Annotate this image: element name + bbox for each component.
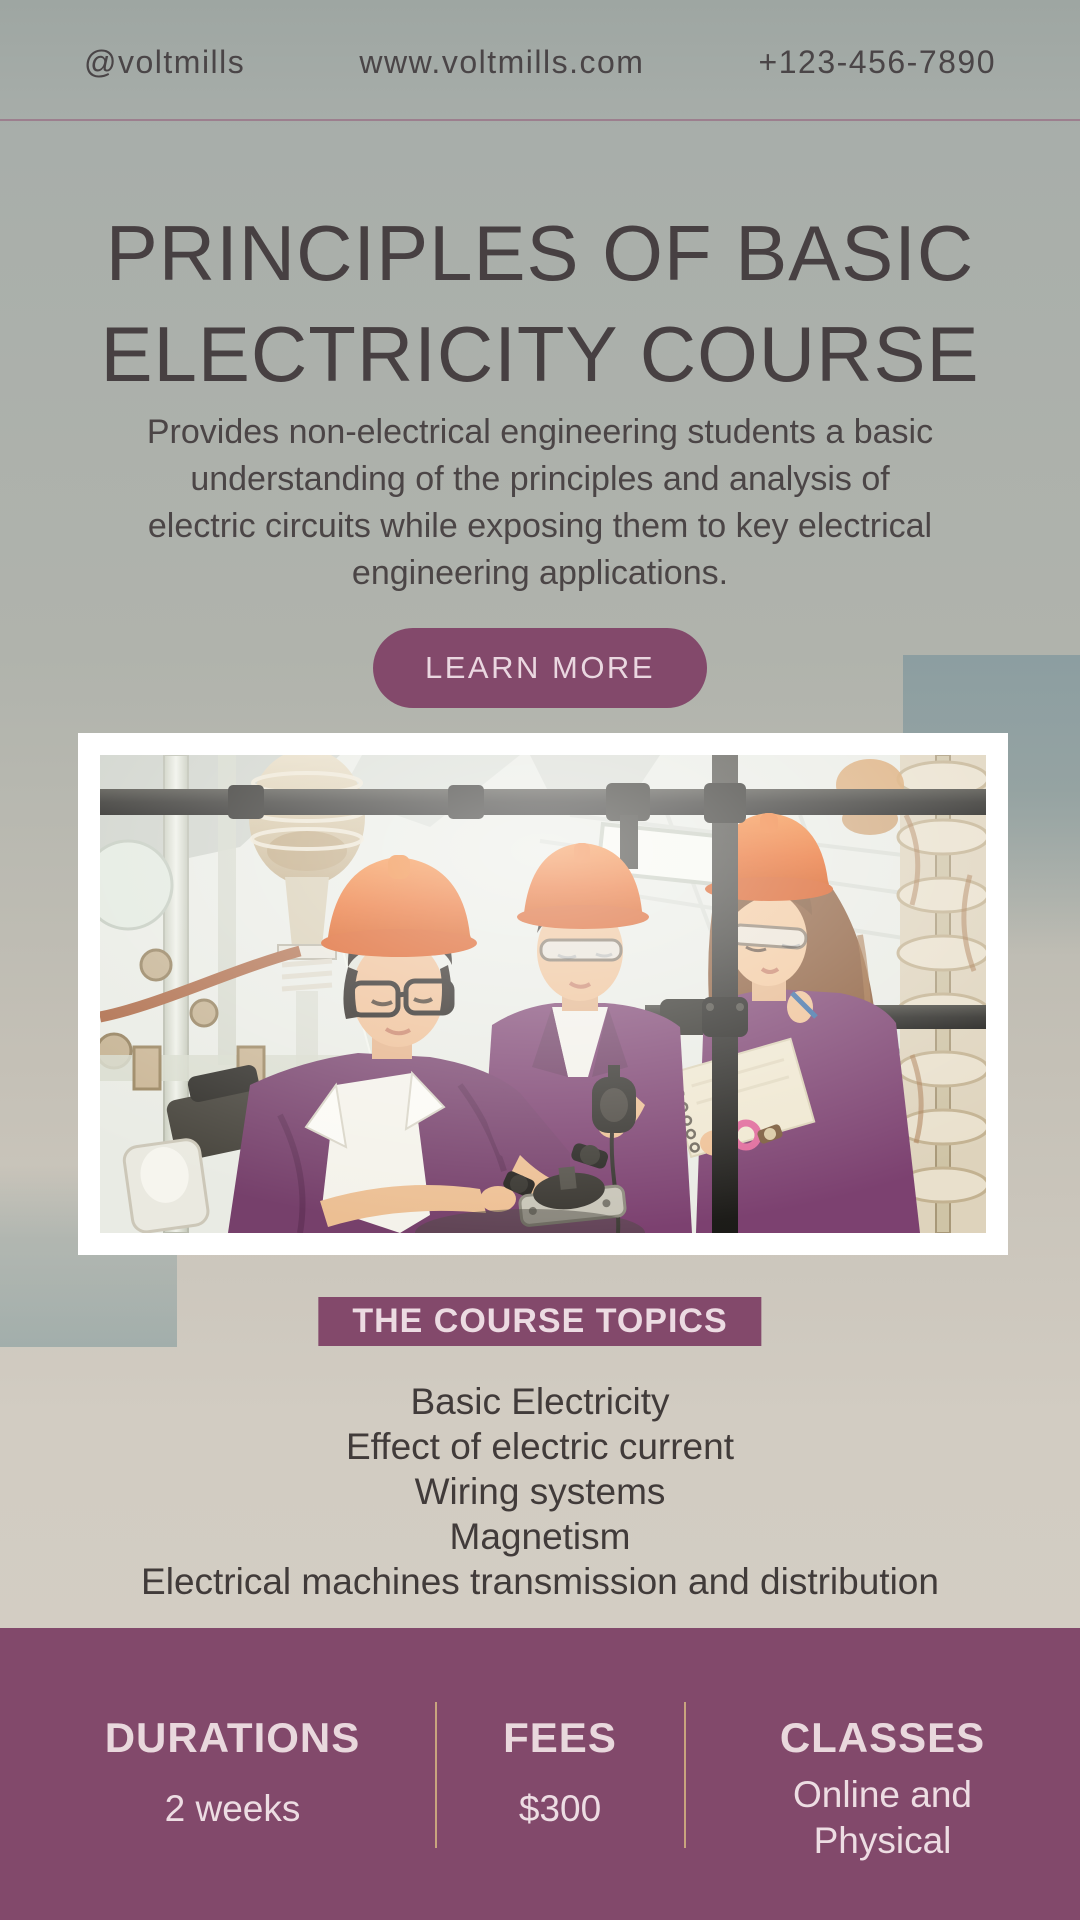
phone-number: +123-456-7890 — [758, 44, 996, 80]
footer-divider-2 — [684, 1702, 686, 1848]
topic-item: Magnetism — [449, 1516, 631, 1557]
footer-divider-1 — [435, 1702, 437, 1848]
fees-label: FEES — [503, 1714, 617, 1761]
durations-label: DURATIONS — [104, 1714, 361, 1761]
title-line-2: ELECTRICITY COURSE — [100, 310, 980, 398]
course-description: Provides non-electrical engineering students a basic understanding of the principles and analysis of electric circuits while exposing them to key electrical engineering applications. — [146, 413, 934, 592]
durations-value: 2 weeks — [164, 1788, 301, 1829]
footer-column-classes — [685, 1628, 1080, 1920]
classes-value: Online and Physical — [793, 1774, 972, 1861]
header-divider — [0, 119, 1080, 121]
learn-more-button[interactable]: LEARN MORE — [373, 628, 707, 708]
topic-item: Basic Electricity — [410, 1381, 670, 1422]
social-handle: @voltmills — [84, 44, 246, 80]
course-photo-illustration — [100, 755, 986, 1233]
photo-frame — [78, 733, 1008, 1255]
topic-item: Electrical machines transmission and distribution — [141, 1561, 939, 1602]
course-topics-badge: THE COURSE TOPICS — [318, 1297, 761, 1346]
light-overlay — [100, 755, 986, 1233]
page-title — [0, 203, 1080, 405]
course-topics-list — [0, 1379, 1080, 1604]
footer-column-durations — [0, 1628, 435, 1920]
contact-bar — [84, 44, 996, 81]
title-line-1: PRINCIPLES OF BASIC — [105, 209, 975, 297]
topic-item: Wiring systems — [414, 1471, 666, 1512]
website-url: www.voltmills.com — [359, 44, 645, 80]
fees-value: $300 — [518, 1788, 602, 1829]
classes-label: CLASSES — [779, 1714, 986, 1761]
footer-info-bar — [0, 1628, 1080, 1920]
topic-item: Effect of electric current — [346, 1426, 734, 1467]
footer-column-fees — [435, 1628, 685, 1920]
